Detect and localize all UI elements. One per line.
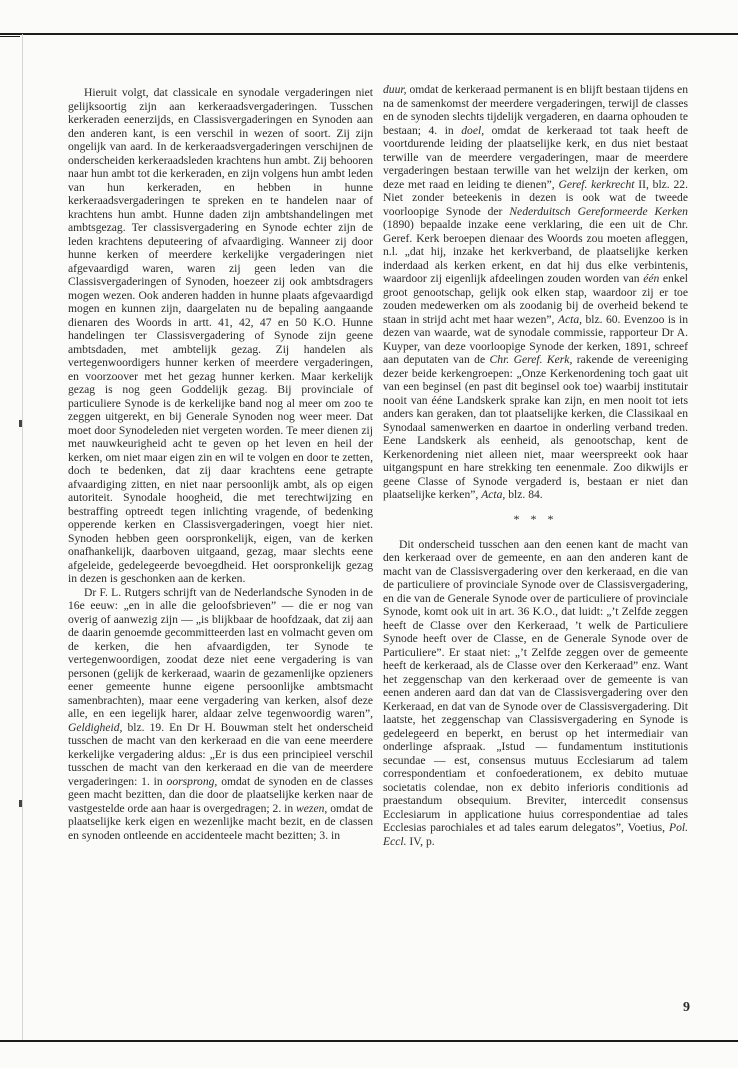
paragraph: Dit onderscheid tusschen aan den eenen kant de macht van den kerkeraad over de gemeente, en aan den anderen kant de macht van de Classisvergadering over den kerkeraad, en die van de particuliere of provinciale Synode over de Classisvergadering, en die van de Generale Synode over de particuliere of provinciale Synode, komt ook uit in art. 36 K.O., dat luidt: „’t Zelfde zeggen heeft de Classe over den Kerkeraad, ’t welk de Particuliere Synode heeft over de Classe, en de Generale Synode over de Particuliere”. Er staat niet: „’t Zelfde zeggen over de gemeente heeft de kerkeraad, als de Classe over den Kerkeraad” enz. Want het zeggenschap van den kerkeraad over de gemeente is van eenen anderen aard dan dat van de Classisvergadering over den Kerkeraad, en dat van de Synode over de Classisvergadering. Dit laatste, het zeggenschap van Classisvergadering en Synode is gedelegeerd en beperkt, en berust op het intermediair van onderlinge afspraak. „Istud — fundamentum institutionis secundae — est, consensus mutuus Ecclesiarum ad talem correspondentiam et confoederationem, ex debito mutuae societatis colendae, non ex debito inferioris conditionis ad praestandum obsequium. Breviter, intercedit consensus Ecclesiarum in applicatione huius correspondentiae ad tales Ecclesias parochiales et ad tales earum delegatos”, Voetius, Pol. Eccl. IV, p. xyxy=(383,537,688,848)
citation-title: Acta, xyxy=(557,312,583,326)
emphasis: één xyxy=(643,272,660,285)
binding-mark xyxy=(19,420,22,427)
emphasis: oorsprong, xyxy=(166,774,218,788)
section-separator: * * * xyxy=(513,511,558,526)
bottom-border-rule xyxy=(0,1040,738,1042)
citation-title: Acta, xyxy=(481,488,506,501)
left-binding-edge xyxy=(22,34,23,1042)
citation-title: Geldigheid, xyxy=(68,720,123,734)
paragraph: Dr F. L. Rutgers schrijft van de Nederlandsche Synoden in de 16e eeuw: „en in alle die geloofsbrieven” — die er nog van overig of aanwezig zijn — „is blijkbaar de hoofdzaak, dat zij aan de daarin genoemde gecommitteerden last en volmacht geven om de kerken, die hen afvaardigden, ter Synode te vertegenwoordigen, zoodat deze niet eene vergadering is van personen (gelijk de kerkeraad, waarin de gezamenlijke opzieners eener gemeente hunne eigene persoonlijke ambtsmacht samenbrachten), maar eene vergadering van kerken, alsof deze alle, en een iegelijk harer, aldaar zelve tegenwoordig waren”, Geldigheid, blz. 19. En Dr H. Bouwman stelt het onderscheid tusschen de macht van den kerkeraad en die van eene meerdere kerkelijke vergadering aldus: „Er is dus een principieel verschil tusschen de macht van den kerkeraad en die van de meerdere vergaderingen: 1. in oorsprong, omdat de synoden en de classes geen macht bezitten, dan die door de plaatselijke kerken naar de vastgestelde orde aan haar is overgedragen; 2. in wezen, omdat de plaatselijke kerk eigen en wezenlijke macht bezit, en de classen en synoden ontleende en accidenteele macht bezitten; 3. in xyxy=(68,585,374,842)
emphasis: doel, xyxy=(461,123,485,137)
citation-title: Pol. Eccl. xyxy=(383,821,688,848)
top-border-rule xyxy=(0,33,738,35)
paragraph: duur, omdat de kerkeraad permanent is en blijft bestaan tijdens en na de samenkomst der meerdere vergaderingen, terwijl de classes en de synoden slechts tijdelijk vergaderen, en daarna ophouden te bestaan; 4. in doel, omdat de kerkeraad tot taak heeft de voortdurende leiding der plaatselijke kerk, en dus niet bestaat terwille van de meerdere vergaderingen, maar de meerdere vergaderingen bestaan terwille van het welzijn der kerken, om deze met raad en leiding te dienen”, Geref. kerkrecht II, blz. 22. Niet zonder beteekenis in dezen is ook wat de tweede voorloopige Synode der Nederduitsch Gereformeerde Kerken (1890) bepaalde inzake eene verklaring, die een uit de Chr. Geref. Kerk beroepen dienaar des Woords zou moeten afleggen, n.l. „dat hij, inzake het kerkverband, de plaatselijke kerken inderdaad als kerken erkent, en dat hij dus elke verbintenis, waardoor zij eigenlijk afdeelingen zouden worden van één enkel groot genootschap, gelijk ook elken stap, waardoor zij er toe zouden medewerken om als zoodanig bij de overheid bekend te staan in strijd acht met haar wezen”, Acta, blz. 60. Evenzoo is in dezen van waarde, wat de synodale commissie, rapporteur Dr A. Kuyper, van deze voorloopige Synode der kerken, 1891, schreef aan deputaten van de Chr. Geref. Kerk, rakende de vereeniging dezer beide kerkengroepen: „Onze Kerkenordening toch gaat uit van een beginsel (en past dit beginsel ook toe) waarbij institutair nooit van ééne Landskerk sprake kan zijn, en men nooit tot iets anders kan geraken, dan tot plaatselijke kerken, die Classikaal en Synodaal samenwerken en daartoe in onderling verband treden. Eene Landskerk als eenheid, als genootschap, kent de Kerkenordening niet alleen niet, maar weerspreekt ook haar uitgangspunt en hare strekking ten eenenmale. Zoo dikwijls er geene Classe of Synode vergaderd is, bestaan er niet dan plaatselijke kerken”, Acta, blz. 84. xyxy=(383,83,689,501)
emphasis: duur, xyxy=(383,83,407,96)
emphasis: wezen, xyxy=(296,801,328,815)
left-column xyxy=(68,86,373,842)
binding-mark xyxy=(19,800,22,807)
citation-title: Nederduitsch Gereformeerde Kerken xyxy=(509,204,688,218)
citation-title: Geref. kerkrecht xyxy=(558,177,635,191)
paragraph: Hieruit volgt, dat classicale en synodale vergaderingen niet gelijksoortig zijn aan kerkeraadsvergaderingen. Tusschen kerkeraden eenerzijds, en Classisvergaderingen en Synoden aan den anderen kant, is een verschil in wezen of soort. Zij zijn ongelijk van aard. In de kerkeraadsvergaderingen verschijnen de onderscheiden kerkeraadsleden krachtens hun ambt. Zij behooren naar hun ambt tot die kerkeraden, en zijn volgens hun ambt leden van hun kerkeraden, en hebben in hunne kerkeraadsvergaderingen te spreken en te handelen naar of krachtens hun ambt. Hunne daden zijn ambtshandelingen met ambtsgezag. Ter classisvergadering en Synode echter zijn de leden krachtens deputeering of afvaardiging. Wanneer zij door hunne kerken of meerdere kerkelijke vergaderingen niet afgevaardigd waren, waren zij geen leden van die Classisvergaderingen of Synoden, hoezeer zij ook ambtsdragers mogen wezen. Ook anderen hadden in hunne plaats afgevaardigd mogen en kunnen zijn, daargelaten nu de bepaling aangaande dienaren des Woords in artt. 41, 42, 47 en 50 K.O. Hunne handelingen ter Classisvergadering of Synode zijn geene ambtsdaden, met ambtelijk gezag. Zij handelen als vertegenwoordigers hunner kerken of meerdere vergaderingen, en voorzoover met het gezag hunner kerken. Maar kerkelijk gezag is nog geen Goddelijk gezag. Bij provinciale of particuliere Synode is de kerkelijke band nog al meer om zoo te zeggen uitgerekt, en bij Generale Synoden nog weer meer. Dat moet door Synodeleden niet vergeten worden. Te meer dienen zij met nauwkeurigheid acht te geven op het leven en heil der kerken, om niet maar eigen zin en wil te volgen en door te zetten, doch te bedenken, dat zij daar krachtens eene getrapte afvaardiging zitten, en niet naar persoonlijk ambt, als op eigen autoriteit. Synodale hoogheid, die met terechtwijzing en bestraffing optreedt tegen inlichting vragende, of bedenking opperende kerken en Classisvergaderingen, voegt hier niet. Synoden hebben geen oorspronkelijk, eigen, van de kerken onafhankelijk, daarboven uitgaand, gezag, maar slechts eene afgeleide, gedelegeerde bevoegdheid. Het oorspronkelijk gezag in dezen is geschonken aan de kerken. xyxy=(68,86,373,585)
page-number: 9 xyxy=(683,1000,690,1015)
citation-title: Chr. Geref. Kerk, xyxy=(489,353,573,366)
right-column xyxy=(383,83,688,848)
top-border-notch xyxy=(0,36,20,37)
